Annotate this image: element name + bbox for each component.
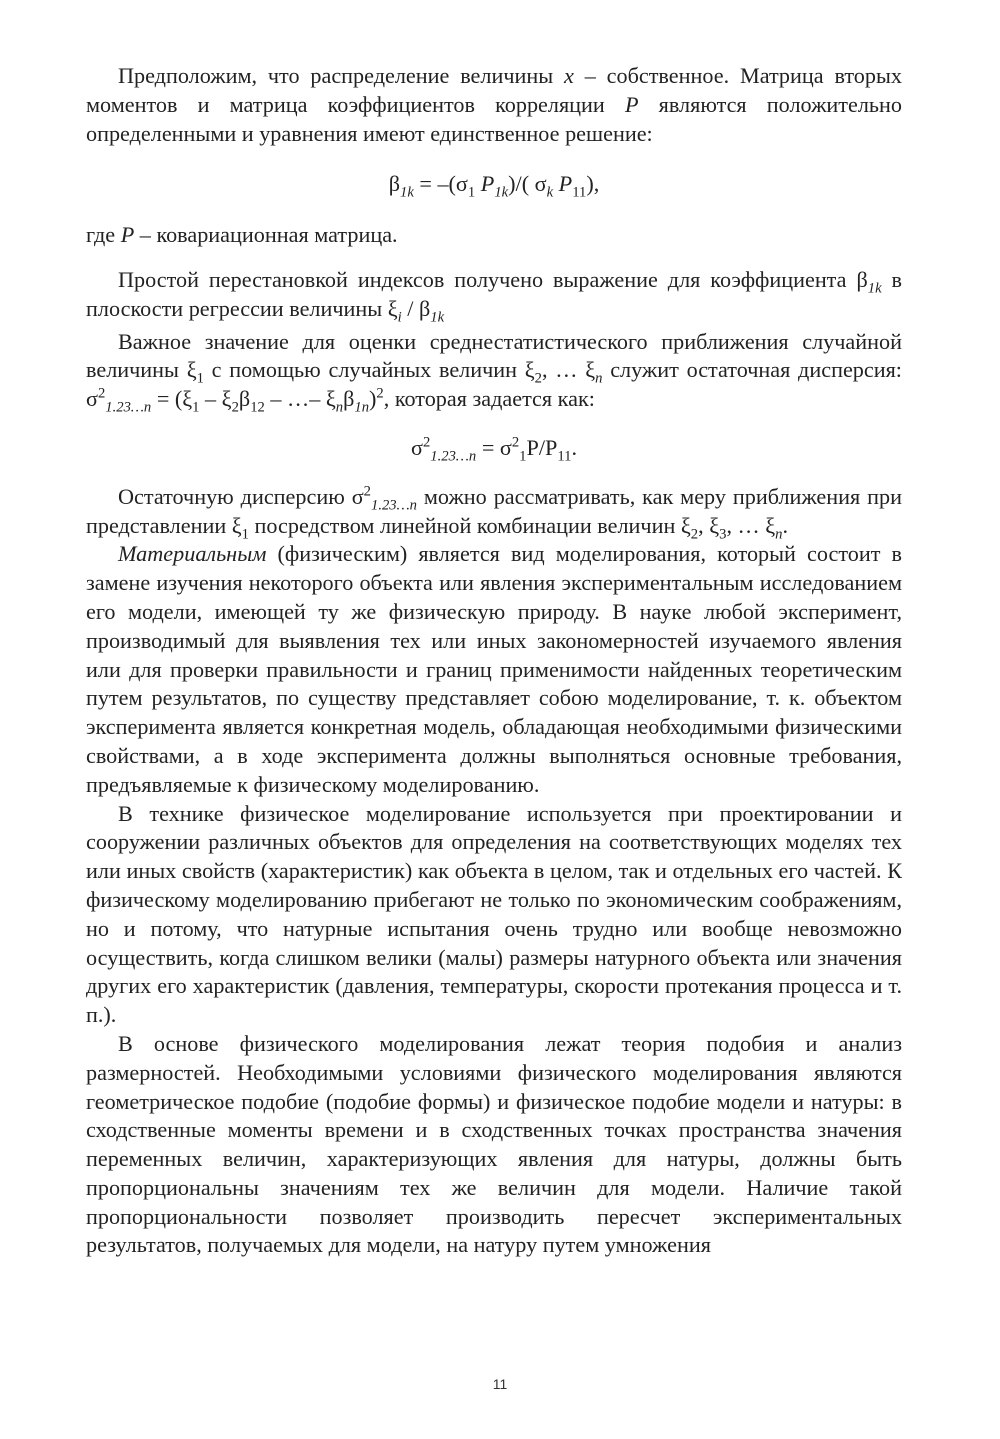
paragraph-4: Важное значение для оценки среднестатистического приближения случайной величины $\xi_1$ с помощью случайных величин $\xi_2$, … $\xi_n$ служит остаточная дисперсия: $\sigma^2_{1.23\dots n} = (\xi_1 - \xi_2\beta_{12}$ – …– $\xi_n\beta_{1n})^2$, которая задается как: [86,328,902,416]
paragraph-1: Предположим, что распределение величины x – собственное. Матрица вторых моментов и матрица коэффициентов корреляции P являются положительно определенными и уравнения имеют единственное решение: [86,63,902,146]
formula-residual-variance: $\sigma^2_{1.23\dots n} = \sigma^2_1P/P_{11}$. [411,434,577,465]
page-text [86,62,902,1260]
page-number: 11 [492,1376,508,1392]
paragraph-7: В технике физическое моделирование используется при проектировании и сооружении различных объектов для определения на соответствующих моделях тех или иных свойств (характеристик) как объекта в целом, так и отдельных его частей. К физическому моделированию прибегают не только по экономическим соображениям, но и потому, что натурные испытания очень трудно или вообще невозможно осуществить, когда слишком велики (малы) размеры натурного объекта или значения других его характеристик (давления, температуры, скорости протекания процесса и т. п.). [86,800,902,1028]
paragraph-5: Остаточную дисперсию $\sigma^2_{1.23\dots n}$ можно рассматривать, как меру приближения при представлении $\xi_1$ посредством линейной комбинации величин $\xi_2$, $\xi_3$, … $\xi_n$. [86,483,902,542]
paragraph-3: Простой перестановкой индексов получено выражение для коэффициента $\beta_{1k}$ в плоскости регрессии величины $\xi_i / \beta_{1k}$ [86,266,902,326]
paragraph-2: где P – ковариационная матрица. [86,222,398,248]
formula-beta: $\beta_{1k} = -(\sigma_1$ $P_{1k})/$( $\sigma_k$ $P_{11}$), [388,171,600,201]
paragraph-8: В основе физического моделирования лежат теория подобия и анализ размерностей. Необходимыми условиями физического моделирования являются геометрическое подобие (подобие формы) и физическое подобие модели и натуры: в сходственные моменты времени и в сходственных точках пространства значения переменных величин, характеризующих явления для натуры, должны быть пропорциональны значениям тех же величин для модели. Наличие такой пропорциональности позволяет производить пересчет экспериментальных результатов, получаемых для модели, на натуру путем умножения [86,1030,902,1258]
paragraph-6: Материальным (физическим) является вид моделирования, который состоит в замене изучения некоторого объекта или явления экспериментальным исследованием его модели, имеющей ту же физическую природу. В науке любой эксперимент, производимый для выявления тех или иных закономерностей изучаемого явления или для проверки правильности и границ применимости найденных теоретическим путем результатов, по существу представляет собою моделирование, т. к. объектом эксперимента является конкретная модель, обладающая необходимыми физическими свойствами, а в ходе эксперимента должны выполняться основные требования, предъявляемые к физическому моделированию. [86,541,902,797]
